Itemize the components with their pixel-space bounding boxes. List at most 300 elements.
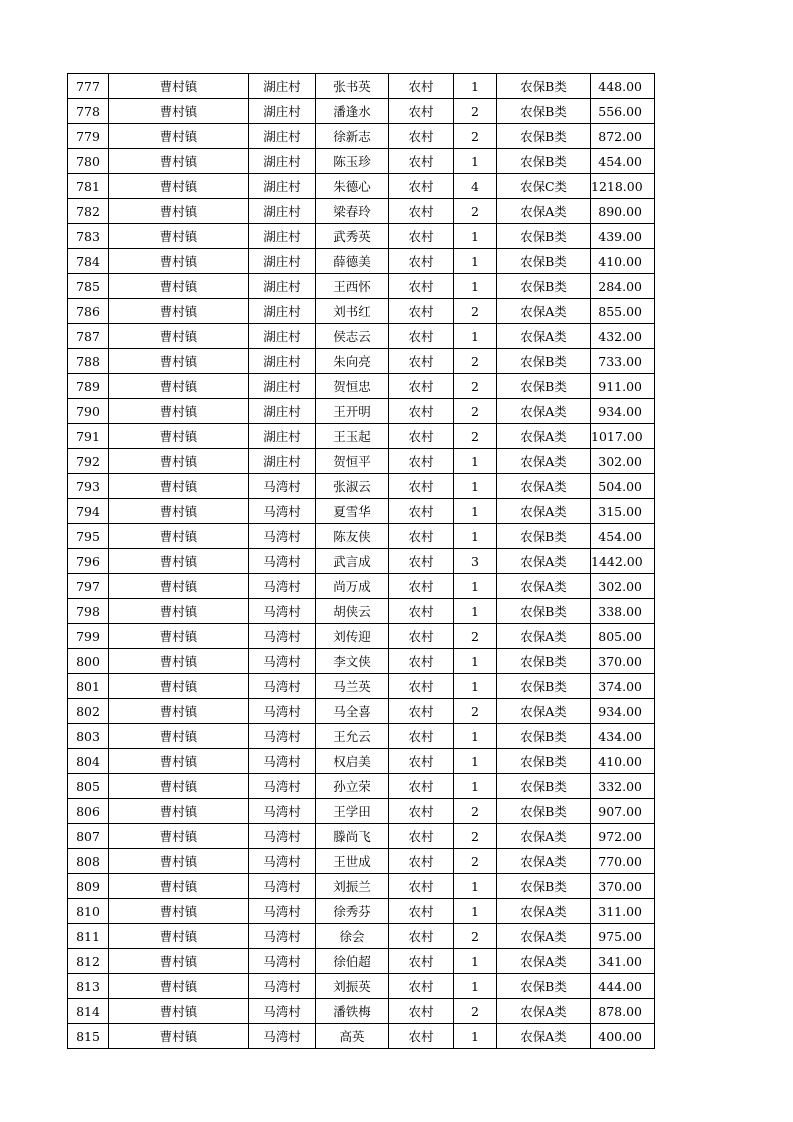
household-type-cell: 农村: [389, 974, 454, 999]
household-type-cell: 农村: [389, 699, 454, 724]
row-number-cell: 790: [68, 399, 109, 424]
person-count-cell: 1: [454, 324, 497, 349]
row-number-cell: 804: [68, 749, 109, 774]
household-type-cell: 农村: [389, 899, 454, 924]
amount-cell: 302.00: [591, 449, 655, 474]
row-number-cell: 811: [68, 924, 109, 949]
village-cell: 马湾村: [249, 899, 316, 924]
category-cell: 农保C类: [497, 174, 591, 199]
household-type-cell: 农村: [389, 199, 454, 224]
amount-cell: 444.00: [591, 974, 655, 999]
person-count-cell: 1: [454, 649, 497, 674]
village-cell: 湖庄村: [249, 449, 316, 474]
name-cell: 王学田: [316, 799, 389, 824]
row-number-cell: 777: [68, 74, 109, 99]
name-cell: 马全喜: [316, 699, 389, 724]
town-cell: 曹村镇: [109, 624, 249, 649]
person-count-cell: 2: [454, 849, 497, 874]
category-cell: 农保A类: [497, 999, 591, 1024]
name-cell: 王玉起: [316, 424, 389, 449]
table-row: [68, 574, 655, 599]
village-cell: 马湾村: [249, 949, 316, 974]
row-number-cell: 798: [68, 599, 109, 624]
town-cell: 曹村镇: [109, 599, 249, 624]
town-cell: 曹村镇: [109, 824, 249, 849]
person-count-cell: 1: [454, 524, 497, 549]
village-cell: 马湾村: [249, 1024, 316, 1049]
household-type-cell: 农村: [389, 824, 454, 849]
person-count-cell: 2: [454, 999, 497, 1024]
person-count-cell: 1: [454, 774, 497, 799]
village-cell: 湖庄村: [249, 374, 316, 399]
amount-cell: 284.00: [591, 274, 655, 299]
household-type-cell: 农村: [389, 399, 454, 424]
name-cell: 张书英: [316, 74, 389, 99]
town-cell: 曹村镇: [109, 924, 249, 949]
village-cell: 马湾村: [249, 674, 316, 699]
town-cell: 曹村镇: [109, 899, 249, 924]
row-number-cell: 808: [68, 849, 109, 874]
town-cell: 曹村镇: [109, 774, 249, 799]
category-cell: 农保A类: [497, 474, 591, 499]
village-cell: 马湾村: [249, 624, 316, 649]
category-cell: 农保A类: [497, 899, 591, 924]
table-row: [68, 124, 655, 149]
household-type-cell: 农村: [389, 549, 454, 574]
name-cell: 贺恒平: [316, 449, 389, 474]
category-cell: 农保A类: [497, 624, 591, 649]
name-cell: 王开明: [316, 399, 389, 424]
table-row: [68, 824, 655, 849]
name-cell: 孙立荣: [316, 774, 389, 799]
person-count-cell: 1: [454, 874, 497, 899]
town-cell: 曹村镇: [109, 299, 249, 324]
category-cell: 农保B类: [497, 874, 591, 899]
amount-cell: 934.00: [591, 399, 655, 424]
village-cell: 马湾村: [249, 974, 316, 999]
town-cell: 曹村镇: [109, 74, 249, 99]
name-cell: 朱德心: [316, 174, 389, 199]
row-number-cell: 799: [68, 624, 109, 649]
name-cell: 马兰英: [316, 674, 389, 699]
category-cell: 农保A类: [497, 824, 591, 849]
village-cell: 湖庄村: [249, 124, 316, 149]
category-cell: 农保A类: [497, 549, 591, 574]
table-row: [68, 649, 655, 674]
town-cell: 曹村镇: [109, 649, 249, 674]
row-number-cell: 780: [68, 149, 109, 174]
village-cell: 湖庄村: [249, 74, 316, 99]
table-row: [68, 249, 655, 274]
table-row: [68, 324, 655, 349]
table-row: [68, 999, 655, 1024]
name-cell: 陈玉珍: [316, 149, 389, 174]
table-row: [68, 724, 655, 749]
person-count-cell: 1: [454, 674, 497, 699]
name-cell: 潘逢水: [316, 99, 389, 124]
town-cell: 曹村镇: [109, 974, 249, 999]
row-number-cell: 787: [68, 324, 109, 349]
category-cell: 农保A类: [497, 1024, 591, 1049]
amount-cell: 733.00: [591, 349, 655, 374]
row-number-cell: 792: [68, 449, 109, 474]
row-number-cell: 812: [68, 949, 109, 974]
table-row: [68, 974, 655, 999]
row-number-cell: 794: [68, 499, 109, 524]
row-number-cell: 788: [68, 349, 109, 374]
row-number-cell: 795: [68, 524, 109, 549]
name-cell: 贺恒忠: [316, 374, 389, 399]
person-count-cell: 2: [454, 824, 497, 849]
category-cell: 农保A类: [497, 924, 591, 949]
name-cell: 胡侠云: [316, 599, 389, 624]
household-type-cell: 农村: [389, 649, 454, 674]
amount-cell: 370.00: [591, 874, 655, 899]
town-cell: 曹村镇: [109, 174, 249, 199]
village-cell: 马湾村: [249, 799, 316, 824]
person-count-cell: 1: [454, 599, 497, 624]
town-cell: 曹村镇: [109, 849, 249, 874]
table-row: [68, 674, 655, 699]
table-row: [68, 74, 655, 99]
name-cell: 尚万成: [316, 574, 389, 599]
amount-cell: 454.00: [591, 524, 655, 549]
row-number-cell: 781: [68, 174, 109, 199]
village-cell: 马湾村: [249, 549, 316, 574]
amount-cell: 972.00: [591, 824, 655, 849]
town-cell: 曹村镇: [109, 249, 249, 274]
village-cell: 马湾村: [249, 699, 316, 724]
row-number-cell: 784: [68, 249, 109, 274]
row-number-cell: 815: [68, 1024, 109, 1049]
row-number-cell: 800: [68, 649, 109, 674]
household-type-cell: 农村: [389, 999, 454, 1024]
person-count-cell: 1: [454, 949, 497, 974]
town-cell: 曹村镇: [109, 574, 249, 599]
table-row: [68, 274, 655, 299]
town-cell: 曹村镇: [109, 449, 249, 474]
name-cell: 梁春玲: [316, 199, 389, 224]
name-cell: 武秀英: [316, 224, 389, 249]
household-type-cell: 农村: [389, 124, 454, 149]
household-type-cell: 农村: [389, 849, 454, 874]
household-type-cell: 农村: [389, 174, 454, 199]
row-number-cell: 793: [68, 474, 109, 499]
town-cell: 曹村镇: [109, 874, 249, 899]
town-cell: 曹村镇: [109, 1024, 249, 1049]
category-cell: 农保A类: [497, 299, 591, 324]
name-cell: 徐会: [316, 924, 389, 949]
category-cell: 农保B类: [497, 99, 591, 124]
amount-cell: 332.00: [591, 774, 655, 799]
person-count-cell: 1: [454, 224, 497, 249]
row-number-cell: 809: [68, 874, 109, 899]
household-type-cell: 农村: [389, 624, 454, 649]
person-count-cell: 2: [454, 624, 497, 649]
town-cell: 曹村镇: [109, 749, 249, 774]
village-cell: 马湾村: [249, 849, 316, 874]
village-cell: 湖庄村: [249, 324, 316, 349]
town-cell: 曹村镇: [109, 224, 249, 249]
category-cell: 农保B类: [497, 224, 591, 249]
household-type-cell: 农村: [389, 349, 454, 374]
person-count-cell: 1: [454, 149, 497, 174]
village-cell: 湖庄村: [249, 99, 316, 124]
village-cell: 马湾村: [249, 724, 316, 749]
town-cell: 曹村镇: [109, 724, 249, 749]
name-cell: 陈友侠: [316, 524, 389, 549]
person-count-cell: 2: [454, 349, 497, 374]
amount-cell: 302.00: [591, 574, 655, 599]
person-count-cell: 2: [454, 99, 497, 124]
table-row: [68, 474, 655, 499]
name-cell: 刘书红: [316, 299, 389, 324]
amount-cell: 400.00: [591, 1024, 655, 1049]
household-type-cell: 农村: [389, 724, 454, 749]
person-count-cell: 2: [454, 699, 497, 724]
table-row: [68, 874, 655, 899]
person-count-cell: 2: [454, 199, 497, 224]
name-cell: 薛德美: [316, 249, 389, 274]
table-row: [68, 924, 655, 949]
table-body: [68, 74, 655, 1049]
person-count-cell: 1: [454, 274, 497, 299]
amount-cell: 410.00: [591, 749, 655, 774]
table-row: [68, 749, 655, 774]
village-cell: 湖庄村: [249, 224, 316, 249]
amount-cell: 374.00: [591, 674, 655, 699]
person-count-cell: 1: [454, 499, 497, 524]
table-row: [68, 799, 655, 824]
person-count-cell: 1: [454, 749, 497, 774]
household-type-cell: 农村: [389, 224, 454, 249]
table-row: [68, 499, 655, 524]
amount-cell: 504.00: [591, 474, 655, 499]
row-number-cell: 806: [68, 799, 109, 824]
amount-cell: 434.00: [591, 724, 655, 749]
table-row: [68, 849, 655, 874]
household-type-cell: 农村: [389, 424, 454, 449]
name-cell: 权启美: [316, 749, 389, 774]
category-cell: 农保B类: [497, 349, 591, 374]
amount-cell: 911.00: [591, 374, 655, 399]
row-number-cell: 785: [68, 274, 109, 299]
name-cell: 李文侠: [316, 649, 389, 674]
household-type-cell: 农村: [389, 774, 454, 799]
table-row: [68, 899, 655, 924]
amount-cell: 448.00: [591, 74, 655, 99]
table-row: [68, 174, 655, 199]
village-cell: 马湾村: [249, 574, 316, 599]
name-cell: 王西怀: [316, 274, 389, 299]
town-cell: 曹村镇: [109, 324, 249, 349]
category-cell: 农保B类: [497, 524, 591, 549]
village-cell: 马湾村: [249, 924, 316, 949]
row-number-cell: 797: [68, 574, 109, 599]
household-type-cell: 农村: [389, 674, 454, 699]
person-count-cell: 2: [454, 399, 497, 424]
amount-cell: 432.00: [591, 324, 655, 349]
category-cell: 农保A类: [497, 449, 591, 474]
town-cell: 曹村镇: [109, 999, 249, 1024]
household-type-cell: 农村: [389, 524, 454, 549]
category-cell: 农保A类: [497, 424, 591, 449]
town-cell: 曹村镇: [109, 99, 249, 124]
household-type-cell: 农村: [389, 274, 454, 299]
category-cell: 农保B类: [497, 74, 591, 99]
person-count-cell: 3: [454, 549, 497, 574]
village-cell: 马湾村: [249, 874, 316, 899]
category-cell: 农保B类: [497, 749, 591, 774]
person-count-cell: 1: [454, 974, 497, 999]
person-count-cell: 1: [454, 249, 497, 274]
category-cell: 农保B类: [497, 124, 591, 149]
amount-cell: 1218.00: [591, 174, 655, 199]
table-row: [68, 374, 655, 399]
town-cell: 曹村镇: [109, 374, 249, 399]
table-row: [68, 1024, 655, 1049]
table-row: [68, 549, 655, 574]
household-type-cell: 农村: [389, 1024, 454, 1049]
category-cell: 农保B类: [497, 799, 591, 824]
amount-cell: 370.00: [591, 649, 655, 674]
household-type-cell: 农村: [389, 799, 454, 824]
amount-cell: 410.00: [591, 249, 655, 274]
category-cell: 农保B类: [497, 249, 591, 274]
row-number-cell: 779: [68, 124, 109, 149]
town-cell: 曹村镇: [109, 699, 249, 724]
category-cell: 农保B类: [497, 674, 591, 699]
row-number-cell: 802: [68, 699, 109, 724]
table-row: [68, 399, 655, 424]
person-count-cell: 1: [454, 574, 497, 599]
amount-cell: 454.00: [591, 149, 655, 174]
village-cell: 马湾村: [249, 599, 316, 624]
table-row: [68, 624, 655, 649]
category-cell: 农保B类: [497, 274, 591, 299]
household-type-cell: 农村: [389, 749, 454, 774]
household-type-cell: 农村: [389, 874, 454, 899]
name-cell: 潘铁梅: [316, 999, 389, 1024]
person-count-cell: 1: [454, 724, 497, 749]
row-number-cell: 803: [68, 724, 109, 749]
village-cell: 马湾村: [249, 499, 316, 524]
category-cell: 农保A类: [497, 199, 591, 224]
village-cell: 湖庄村: [249, 174, 316, 199]
amount-cell: 341.00: [591, 949, 655, 974]
category-cell: 农保B类: [497, 974, 591, 999]
person-count-cell: 2: [454, 299, 497, 324]
name-cell: 刘振英: [316, 974, 389, 999]
household-type-cell: 农村: [389, 149, 454, 174]
category-cell: 农保B类: [497, 649, 591, 674]
household-type-cell: 农村: [389, 374, 454, 399]
name-cell: 张淑云: [316, 474, 389, 499]
person-count-cell: 1: [454, 899, 497, 924]
table-row: [68, 449, 655, 474]
row-number-cell: 796: [68, 549, 109, 574]
table-row: [68, 599, 655, 624]
town-cell: 曹村镇: [109, 399, 249, 424]
name-cell: 徐伯超: [316, 949, 389, 974]
household-type-cell: 农村: [389, 499, 454, 524]
household-type-cell: 农村: [389, 74, 454, 99]
person-count-cell: 2: [454, 424, 497, 449]
category-cell: 农保A类: [497, 849, 591, 874]
name-cell: 刘振兰: [316, 874, 389, 899]
person-count-cell: 2: [454, 124, 497, 149]
amount-cell: 890.00: [591, 199, 655, 224]
person-count-cell: 1: [454, 1024, 497, 1049]
town-cell: 曹村镇: [109, 274, 249, 299]
village-cell: 马湾村: [249, 474, 316, 499]
category-cell: 农保A类: [497, 499, 591, 524]
row-number-cell: 786: [68, 299, 109, 324]
name-cell: 滕尚飞: [316, 824, 389, 849]
name-cell: 徐秀芬: [316, 899, 389, 924]
household-type-cell: 农村: [389, 299, 454, 324]
village-cell: 马湾村: [249, 824, 316, 849]
name-cell: 侯志云: [316, 324, 389, 349]
row-number-cell: 810: [68, 899, 109, 924]
person-count-cell: 1: [454, 449, 497, 474]
row-number-cell: 791: [68, 424, 109, 449]
amount-cell: 311.00: [591, 899, 655, 924]
village-cell: 湖庄村: [249, 149, 316, 174]
amount-cell: 1442.00: [591, 549, 655, 574]
amount-cell: 315.00: [591, 499, 655, 524]
name-cell: 王允云: [316, 724, 389, 749]
amount-cell: 338.00: [591, 599, 655, 624]
village-cell: 湖庄村: [249, 274, 316, 299]
row-number-cell: 782: [68, 199, 109, 224]
town-cell: 曹村镇: [109, 474, 249, 499]
category-cell: 农保A类: [497, 399, 591, 424]
amount-cell: 770.00: [591, 849, 655, 874]
town-cell: 曹村镇: [109, 149, 249, 174]
name-cell: 徐新志: [316, 124, 389, 149]
village-cell: 马湾村: [249, 774, 316, 799]
amount-cell: 975.00: [591, 924, 655, 949]
town-cell: 曹村镇: [109, 424, 249, 449]
town-cell: 曹村镇: [109, 199, 249, 224]
town-cell: 曹村镇: [109, 674, 249, 699]
town-cell: 曹村镇: [109, 499, 249, 524]
amount-cell: 878.00: [591, 999, 655, 1024]
category-cell: 农保A类: [497, 699, 591, 724]
row-number-cell: 783: [68, 224, 109, 249]
table-row: [68, 349, 655, 374]
village-cell: 湖庄村: [249, 349, 316, 374]
amount-cell: 1017.00: [591, 424, 655, 449]
amount-cell: 439.00: [591, 224, 655, 249]
name-cell: 高英: [316, 1024, 389, 1049]
category-cell: 农保B类: [497, 599, 591, 624]
name-cell: 武言成: [316, 549, 389, 574]
table-row: [68, 99, 655, 124]
town-cell: 曹村镇: [109, 549, 249, 574]
amount-cell: 907.00: [591, 799, 655, 824]
town-cell: 曹村镇: [109, 524, 249, 549]
row-number-cell: 814: [68, 999, 109, 1024]
person-count-cell: 4: [454, 174, 497, 199]
category-cell: 农保B类: [497, 374, 591, 399]
person-count-cell: 1: [454, 474, 497, 499]
name-cell: 刘传迎: [316, 624, 389, 649]
row-number-cell: 813: [68, 974, 109, 999]
table-row: [68, 224, 655, 249]
village-cell: 马湾村: [249, 524, 316, 549]
